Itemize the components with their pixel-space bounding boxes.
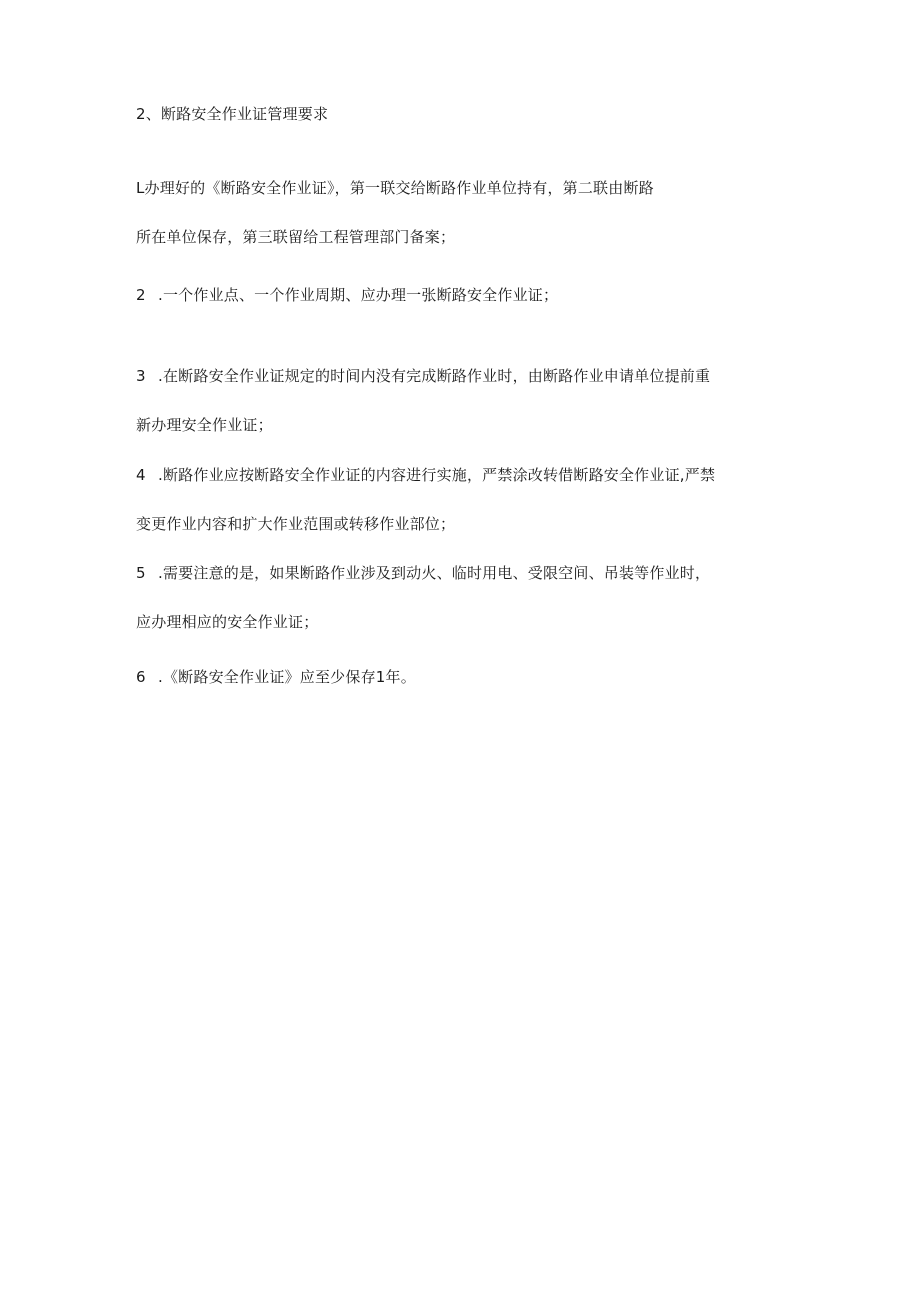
section-heading: 2、断路安全作业证管理要求 xyxy=(136,105,329,123)
item3 xyxy=(136,366,710,386)
item4-text: .断路作业应按断路安全作业证的内容进行实施，严禁涂改转借断路安全作业证,严禁 xyxy=(158,466,716,484)
item2 xyxy=(136,285,558,305)
item4 xyxy=(136,465,715,485)
item5 xyxy=(136,563,710,583)
item2-text: .一个作业点、一个作业周期、应办理一张断路安全作业证； xyxy=(158,286,559,304)
item3-text: .在断路安全作业证规定的时间内没有完成断路作业时，由断路作业申请单位提前重 xyxy=(158,367,711,385)
item1-line1: L办理好的《断路安全作业证》，第一联交给断路作业单位持有，第二联由断路 xyxy=(136,179,654,197)
item6 xyxy=(136,667,416,687)
item5-text: .需要注意的是，如果断路作业涉及到动火、临时用电、受限空间、吊装等作业时， xyxy=(158,564,711,582)
item3-number: 3 xyxy=(136,367,146,385)
item6-text: .《断路安全作业证》应至少保存1年。 xyxy=(158,668,416,686)
item5-line2: 应办理相应的安全作业证； xyxy=(136,613,319,631)
item6-number: 6 xyxy=(136,668,146,686)
item3-line2: 新办理安全作业证； xyxy=(136,416,273,434)
item4-number: 4 xyxy=(136,466,146,484)
item5-number: 5 xyxy=(136,564,146,582)
item4-line2: 变更作业内容和扩大作业范围或转移作业部位； xyxy=(136,515,456,533)
item2-number: 2 xyxy=(136,286,146,304)
item1-line2: 所在单位保存，第三联留给工程管理部门备案； xyxy=(136,228,456,246)
